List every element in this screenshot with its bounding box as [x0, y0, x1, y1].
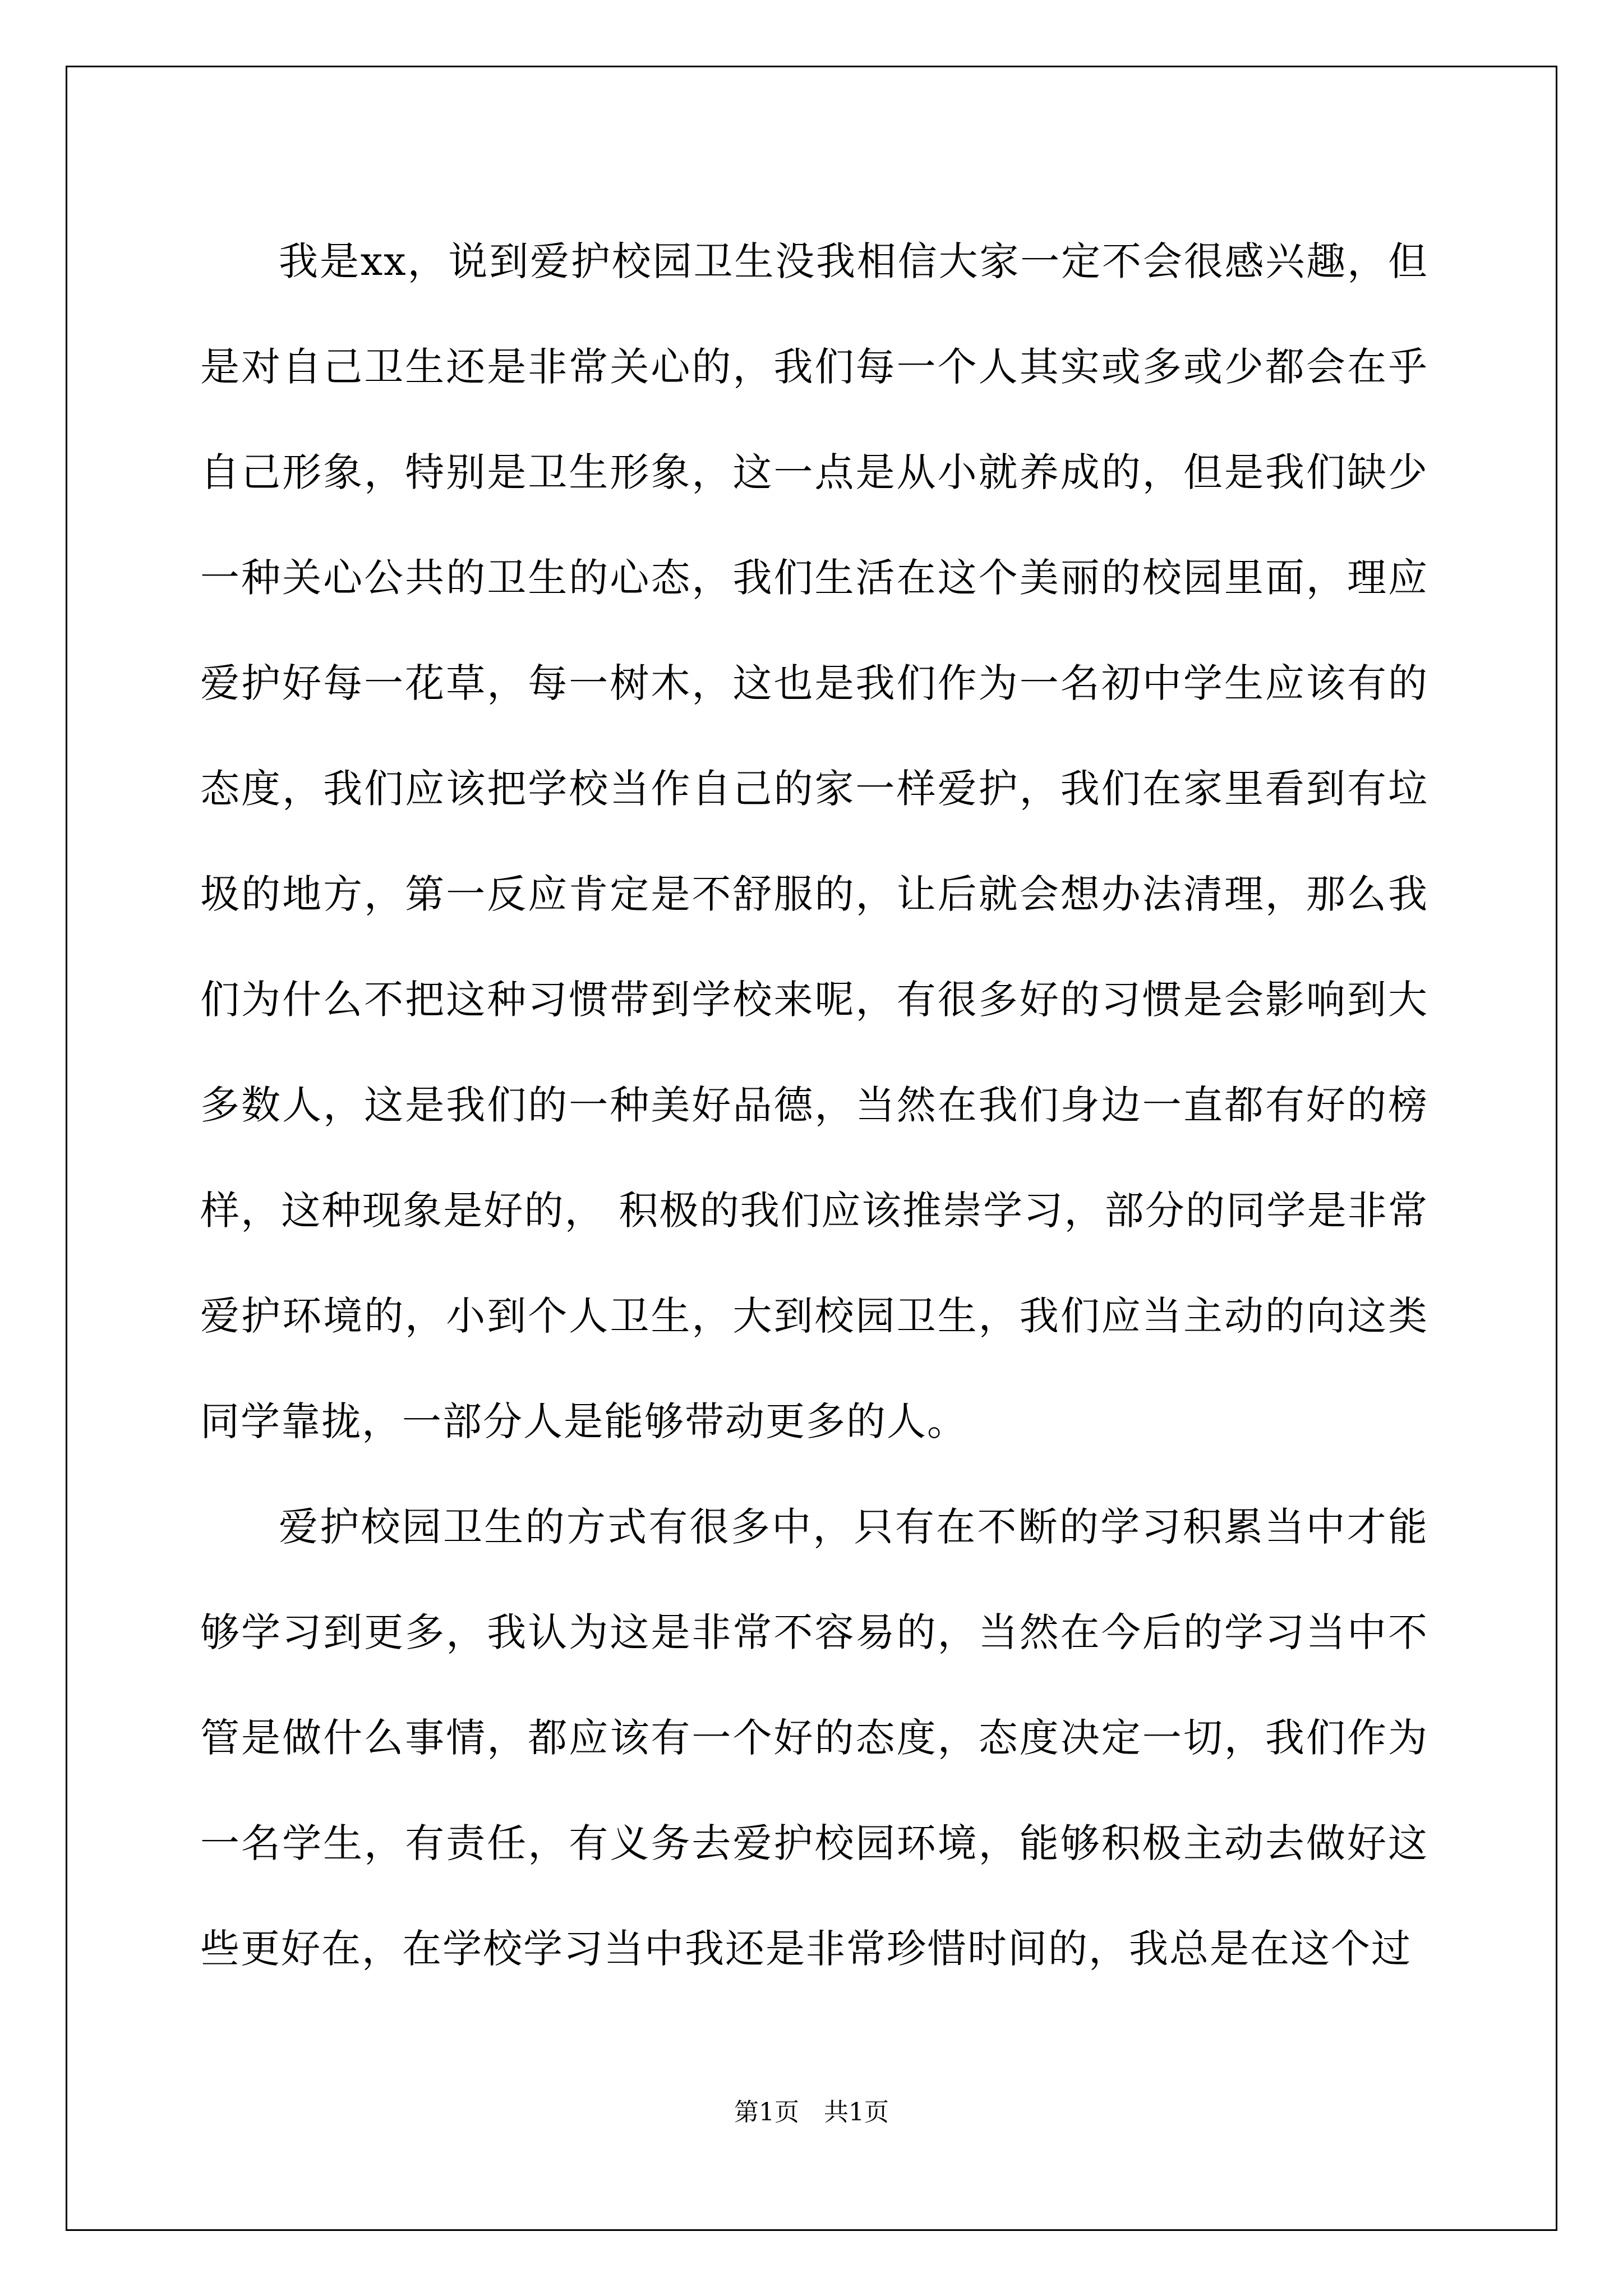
document-body	[200, 209, 1428, 2001]
paragraph-2: 爱护校园卫生的方式有很多中，只有在不断的学习积累当中才能够学习到更多，我认为这是非常不容易的，当然在今后的学习当中不管是做什么事情，都应该有一个好的态度，态度决定一切，我们作为一名学生，有责任，有义务去爱护校园环境，能够积极主动去做好这些更好在，在学校学习当中我还是非常珍惜时间的，我总是在这个过	[200, 1504, 1428, 1972]
paragraph-1: 我是xx，说到爱护校园卫生没我相信大家一定不会很感兴趣，但是对自己卫生还是非常关心的，我们每一个人其实或多或少都会在乎自己形象，特别是卫生形象，这一点是从小就养成的，但是我们缺少一种关心公共的卫生的心态，我们生活在这个美丽的校园里面，理应爱护好每一花草，每一树木，这也是我们作为一名初中学生应该有的态度，我们应该把学校当作自己的家一样爱护，我们在家里看到有垃圾的地方，第一反应肯定是不舒服的，让后就会想办法清理，那么我们为什么不把这种习惯带到学校来呢，有很多好的习惯是会影响到大多数人，这是我们的一种美好品德，当然在我们身边一直都有好的榜样，这种现象是好的， 积极的我们应该推崇学习，部分的同学是非常爱护环境的，小到个人卫生，大到校园卫生，我们应当主动的向这类同学靠拢，一部分人是能够带动更多的人。	[200, 238, 1428, 1444]
page-footer: 第1页 共1页	[734, 2098, 889, 2127]
